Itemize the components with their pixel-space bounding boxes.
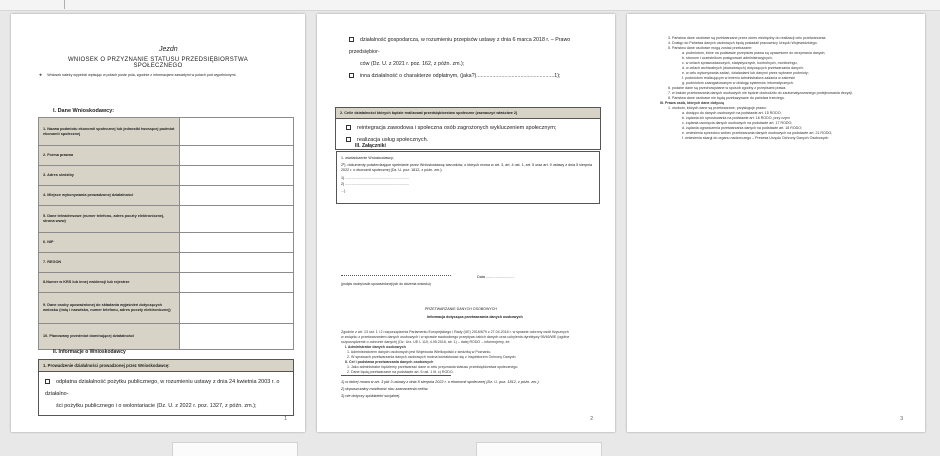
header-italic: Jezdn	[159, 46, 178, 53]
attachment-line[interactable]: 1) ..............................................................	[341, 175, 409, 180]
page-number: 2	[590, 416, 593, 422]
form-row	[39, 118, 293, 146]
rodo-line: 5. Państwu dane osobowe mogą zostać przekazane:	[668, 46, 753, 50]
rodo-line: c. żądania usunięcia danych osobowych na podstawie art. 17 RODO;	[682, 121, 793, 125]
goal-option: reintegracja zawodowa i społeczna osób zagrożonych wykluczeniem społecznym;	[357, 125, 557, 131]
rodo-line: f. wniesienia skargi do organu nadzorczego – Prezesa Urzędu Ochrony Danych Osobowych	[682, 136, 829, 140]
rodo-line: 2. Dane będą przetwarzane na podstawie art. 6 ust. 1 lit. c) RODO.	[347, 370, 454, 374]
form-row	[39, 324, 293, 350]
form-label: 5. Dane teleadresowe (numer telefonu, adres poczty elektronicznej, strona www)	[39, 206, 180, 232]
form-row	[39, 186, 293, 206]
form-row	[39, 293, 293, 324]
form-label: 8.Numer w KRS lub innej ewidencji lub rejestrze	[39, 273, 180, 292]
rodo-line: f. podmiotom realizującym w imieniu administratora zadania w zakresie	[682, 76, 796, 80]
section-heading-applicant: I. Dane Wnioskodawcy:	[53, 108, 115, 114]
document-page-2	[317, 14, 615, 432]
rodo-line: rozporządzenie o ochronie danych) (Dz. Urz. UE L 119, 4.05.2016, str. 1) – dalej RODO – informujemy, że:	[341, 340, 511, 344]
goal-option: realizacja usług społecznych.	[357, 137, 429, 143]
footnote-separator	[341, 375, 451, 376]
rodo-line: c. w celach sprawozdawczych, statystycznych, kontrolnych, monitoringu;	[682, 61, 798, 65]
rodo-title: PRZETWARZANIE DANYCH OSOBOWYCH	[425, 307, 497, 311]
rodo-line: 1. Jako administrator będziemy przetwarzać dane w celu przyznania statusu przedsiębiorstwa społecznego.	[347, 365, 519, 369]
rodo-line: w związku z przetwarzaniem danych osobowych i w sprawie swobodnego przepływu takich danych oraz uchylenia dyrektywy 95/46/WE (ogólne	[341, 335, 570, 339]
date-field[interactable]: Data ...........................	[477, 275, 515, 279]
rodo-line: 3. Państwa dane osobowe są przetwarzane przez okres niezbędny do realizacji celu przetwarzania.	[668, 36, 827, 40]
goals-box-header: 2. Cel/e działalności których będzie realizowal przedsiębiorstwo społeczne (zaznaczyć właściwe 2)	[336, 108, 600, 119]
form-field[interactable]	[180, 186, 293, 205]
option-text: działalność gospodarcza, w rozumieniu przepisów ustawy z dnia 6 marca 2018 r. – Prawo przedsiębior-	[349, 37, 571, 55]
rodo-line: 4. Dostęp do Państwa danych osobowych będą posiadali pracownicy Urzędu Wojewódzkiego.	[668, 41, 818, 45]
rodo-line: 8. Państwa dane osobowe nie będą przekazywane do państwa trzeciego.	[668, 96, 785, 100]
form-row	[39, 233, 293, 253]
checkbox[interactable]	[346, 125, 351, 130]
rodo-line: b. żądania ich sprostowania na podstawie art. 16 RODO, przy czym	[682, 116, 790, 120]
form-row	[39, 146, 293, 166]
rodo-line: 6. podane dane są przechowywane w sposób zgodny z przepisami prawa.	[668, 86, 787, 90]
option-text: inna działalność o charakterze odpłatnym, (jaka?).....................................................1);	[360, 73, 561, 79]
form-field[interactable]	[180, 166, 293, 185]
rodo-line: 1. osobom, których dane są przetwarzane, przysługuje prawo:	[668, 106, 767, 110]
rodo-line: e. w celu wykonywania zadań, działaniami lub danymi przez wybrane podmioty;	[682, 71, 809, 75]
form-field[interactable]	[180, 324, 293, 349]
form-label: 4. Miejsce wykonywania prowadzonej działalności	[39, 186, 180, 205]
option-text: odpłatna działalność pożytku publicznego, w rozumieniu ustawy z dnia 24 kwietnia 2003 r. o działalno-	[45, 379, 280, 397]
form-field[interactable]	[180, 293, 293, 323]
rodo-line: 7. w trakcie przetwarzania danych osobowych nie będzie dochodziło do zautomatyzowanego podejmowania decyzji.	[668, 91, 853, 95]
form-field[interactable]	[180, 253, 293, 272]
form-row	[39, 253, 293, 273]
checkbox[interactable]	[349, 37, 354, 42]
activity-box-body	[39, 372, 293, 415]
rodo-continued	[660, 36, 908, 141]
form-label: 10. Planowany przedmiot dominującej działalności	[39, 324, 180, 349]
form-row	[39, 166, 293, 186]
option-text-cont: ści pożytku publicznego i o wolontariacie (Dz. U. z 2022 r. poz. 1327, z późn. zm.);	[56, 403, 257, 409]
form-label: 1. Nazwa podmiotu ekonomii społecznej lub jednostki tworzącej podmiot ekonomii społecznej	[39, 118, 180, 145]
rodo-line: d. żądania ograniczenia przetwarzania danych na podstawie art. 18 RODO;	[682, 126, 803, 130]
rodo-line: b. stronom i uczestnikom postępowań administracyjnych;	[682, 56, 773, 60]
rodo-line: 1. Administratorem danych osobowych jest Wojewoda Wielkopolski z siedzibą w Poznaniu.	[347, 350, 492, 354]
attachment-line: 1. oświadczenie Wnioskodawcy;	[341, 156, 394, 160]
form-field[interactable]	[180, 273, 293, 292]
form-label: 3. Adres siedziby	[39, 166, 180, 185]
rodo-line: g. podmiotom zaangażowanym w obsługę systemów informatycznych.	[682, 81, 794, 85]
signature-line[interactable]	[341, 275, 451, 276]
instruction-note	[39, 73, 283, 78]
form-row	[39, 273, 293, 293]
attachment-line: 2³). dokumenty potwierdzające spełnianie przez Wnioskodawcę warunków, o których mowa w art. 3, art. 4 ust. 1, art. 5 oraz art. 9 ustawy z dnia 5 sierpnia 2022 r. o ekonomii społecznej (Dz. U. poz. 1812, z późn. zm.):	[341, 162, 593, 172]
form-field[interactable]	[180, 146, 293, 165]
rodo-line: I. Administrator danych osobowych	[345, 345, 406, 349]
form-field[interactable]	[180, 233, 293, 252]
rodo-line: a. dostępu do danych osobowych na podstawie art. 15 RODO;	[682, 111, 782, 115]
footnotes	[341, 379, 599, 400]
rodo-text	[341, 330, 599, 375]
diamond-bullet-icon: ❖	[39, 73, 43, 77]
footnote: 3) nie dotyczy spółdzielni socjalnej.	[341, 394, 401, 398]
attachments-heading: III. Załączniki	[355, 143, 386, 149]
page-number: 1	[284, 416, 287, 422]
activity-box-header: 1. Prowadzenie działalności prowadzonej przez Wnioskodawcę:	[39, 360, 293, 372]
form-label: 6. NIP	[39, 233, 180, 252]
checkbox[interactable]	[349, 73, 354, 78]
checkbox[interactable]	[45, 379, 50, 384]
rodo-line: d. w celach archiwalnych (dowodowych) dotyczących przetwarzania danych;	[682, 66, 804, 70]
section-heading-info: II. Informacje o Wnioskodawcy	[53, 349, 126, 355]
page-number: 3	[900, 416, 903, 422]
checkbox[interactable]	[346, 137, 351, 142]
rodo-line: Zgodnie z art. 13 ust. 1 i 2 rozporządzenia Parlamentu Europejskiego i Rady (UE) 2016/679 z 27.04.2016 r. w sprawie ochrony osób fizycznych	[341, 330, 569, 334]
rodo-line: 2. W sprawach przetwarzania danych osobowych można kontaktować się z Inspektorem Ochrony Danych:	[347, 355, 517, 359]
form-field[interactable]	[180, 206, 293, 232]
document-page-1	[11, 14, 305, 432]
ruler-strip	[0, 0, 940, 11]
signature-caption: (podpis osoby/osób upoważnionej/ych do złożenia wniosku)	[341, 282, 431, 286]
attachment-line[interactable]: ...)	[341, 188, 346, 193]
form-row	[39, 206, 293, 233]
bottom-bar	[0, 437, 940, 455]
bottom-tab[interactable]	[172, 442, 298, 456]
footnote: 1) w której mowa w art. 3 pkt 3 ustawy z dnia 5 sierpnia 2022 r. o ekonomii społecznej (Dz. U. poz. 1812, z późn. zm.).	[341, 380, 540, 384]
form-label: 2. Forma prawna	[39, 146, 180, 165]
applicant-form-table	[38, 117, 294, 350]
form-label: 9. Dane osoby upoważnionej do składania wyjaśnień dotyczących wniosku (imię i nazwisko, numer telefonu, adres poczty elektronicznej)	[39, 293, 180, 323]
bottom-tab[interactable]	[476, 442, 602, 456]
attachment-line[interactable]: 2) ..............................................................	[341, 182, 409, 186]
form-label: 7. REGON	[39, 253, 180, 272]
option-text-cont: ców (Dz. U. z 2021 r. poz. 162, z późn. zm.);	[360, 61, 465, 67]
rodo-line: e. wniesienia sprzeciwu wobec przetwarzania danych osobowych na podstawie art. 21 RODO;	[682, 131, 833, 135]
document-title: WNIOSEK O PRZYZNANIE STATUSU PRZEDSIĘBIORSTWA SPOŁECZNEGO	[67, 57, 249, 69]
rodo-line: III. Prawa osób, których dane dotyczą	[660, 101, 724, 105]
document-page-3	[627, 14, 925, 432]
footnote: 2) dopuszczalny możliwość obu zaznaczenia celów.	[341, 387, 429, 391]
attachments-box	[336, 151, 600, 204]
ruler-tick	[64, 0, 65, 9]
activity-box	[38, 359, 294, 416]
activity-options-cont	[349, 34, 601, 82]
rodo-line: II. Cel i podstawa przetwarzania danych osobowych	[345, 360, 434, 364]
instruction-text: Wniosek należy wypełnić wpisując w polach puste pola, zgodnie z informacjami zawartymi w polach pod wypełnionymi.	[47, 73, 237, 77]
form-field[interactable]	[180, 118, 293, 145]
rodo-subtitle: Informacja dotycząca przetwarzania danych osobowych	[427, 315, 523, 319]
rodo-line: a. podmiotom, które na podstawie przepisów prawa są uprawnione do otrzymania danych;	[682, 51, 826, 55]
